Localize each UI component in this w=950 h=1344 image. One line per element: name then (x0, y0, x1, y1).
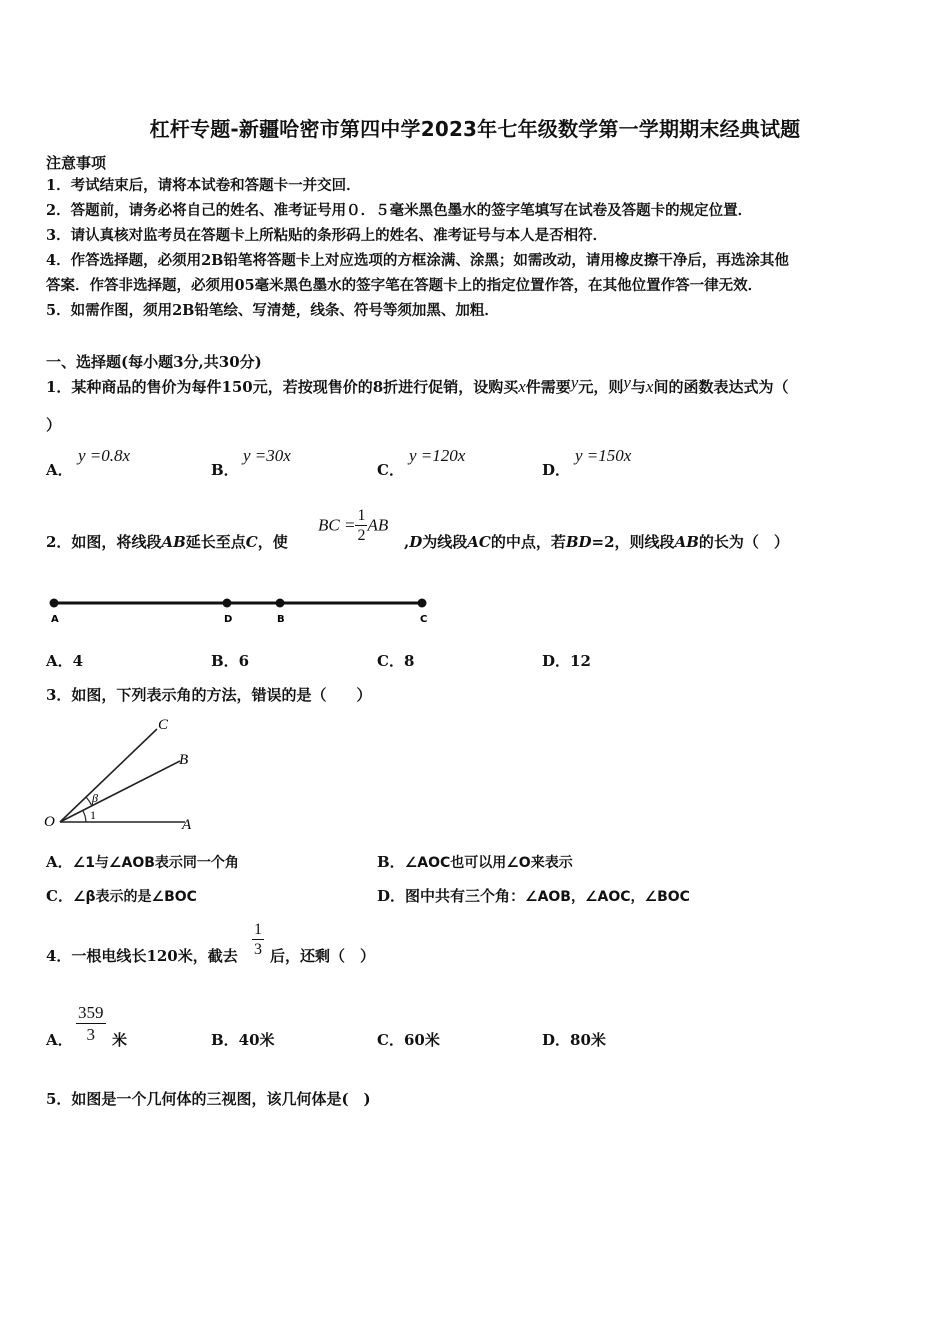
notice-heading: 注意事项 (46, 154, 107, 172)
label-beta: β (92, 791, 98, 805)
label-b: B (277, 614, 285, 625)
question-2: 2．如图，将线段AB延长至点C，使 (46, 533, 288, 551)
notice-item: 2．答题前，请务必将自己的姓名、准考证号用０．５毫米黑色墨水的签字笔填写在试卷及答题卡的规定位置． (46, 202, 753, 219)
q4-option-a-label[interactable]: A． (46, 1031, 73, 1049)
q3-option-b[interactable]: B．∠AOC也可以用∠O来表示 (377, 853, 573, 871)
notice-item: 1．考试结束后，请将本试卷和答题卡一并交回． (46, 177, 361, 194)
notice-item: 答案．作答非选择题，必须用05毫米黑色墨水的签字笔在答题卡上的指定位置作答，在其他位置作答一律无效． (46, 277, 763, 294)
label-c: C (420, 614, 428, 625)
q3-option-c[interactable]: C．∠β表示的是∠BOC (46, 887, 197, 905)
q3-option-a[interactable]: A．∠1与∠AOB表示同一个角 (46, 853, 239, 871)
var-y: y (570, 373, 579, 392)
q1-option-c-math: y =120x (409, 446, 466, 465)
q4-option-b[interactable]: B．40米 (211, 1031, 275, 1049)
q4-option-c[interactable]: C．60米 (377, 1031, 440, 1049)
section-heading: 一、选择题(每小题3分,共30分) (46, 353, 262, 371)
q2-option-d[interactable]: D．12 (542, 652, 591, 670)
notice-item: 3．请认真核对监考员在答题卡上所粘贴的条形码上的姓名、准考证号与本人是否相符． (46, 227, 608, 244)
label-b: B (179, 752, 189, 768)
q1-option-d-label[interactable]: D． (542, 461, 571, 479)
point-c (418, 599, 427, 608)
q4-fraction: $\frac{1}{3}$ (254, 921, 262, 958)
q1-option-d-math: y =150x (575, 446, 632, 465)
label-a: A (51, 614, 59, 625)
point-d (223, 599, 232, 608)
label-one: 1 (90, 808, 96, 822)
q3-option-d[interactable]: D．图中共有三个角：∠AOB，∠AOC，∠BOC (377, 887, 690, 905)
question-4: 4．一根电线长120米，截去 (46, 947, 238, 965)
question-4-cont: 后，还剩（ ） (270, 947, 376, 965)
q1-option-a-label[interactable]: A． (46, 461, 73, 479)
fraction: $\frac{1}{2}$ (357, 507, 366, 544)
segment-figure (40, 590, 440, 632)
q1-option-b-label[interactable]: B． (211, 461, 239, 479)
q1-option-c-label[interactable]: C． (377, 461, 404, 479)
label-o: O (44, 814, 55, 830)
q2-option-c[interactable]: C．8 (377, 652, 415, 670)
label-a: A (182, 817, 192, 833)
notice-item: 5．如需作图，须用2B铅笔绘、写清楚，线条、符号等须加黑、加粗． (46, 302, 499, 319)
q2-option-b[interactable]: B．6 (211, 652, 250, 670)
var-y: y (623, 373, 631, 392)
question-1-close: ） (46, 416, 62, 434)
page-title: 杠杆专题-新疆哈密市第四中学2023年七年级数学第一学期期末经典试题 (149, 117, 801, 141)
point-b (276, 599, 285, 608)
arc-1 (83, 811, 86, 822)
point-a (50, 599, 59, 608)
q4-option-a-unit: 米 (112, 1031, 128, 1049)
var-x: x (645, 377, 654, 396)
q1-option-a-math: y =0.8x (78, 446, 131, 465)
question-2-cont: ,D为线段AC的中点，若BD=2，则线段AB的长为（ ） (404, 533, 789, 551)
var-x: x (518, 377, 526, 396)
question-5: 5．如图是一个几何体的三视图，该几何体是( ) (46, 1090, 371, 1108)
q4-option-a-fraction: $\frac{359}{3}$ (78, 1003, 104, 1044)
label-d: D (224, 614, 233, 625)
q1-option-b-math: y =30x (243, 446, 291, 465)
ray-oc (60, 729, 157, 822)
question-3: 3．如图，下列表示角的方法，错误的是（ ） (46, 686, 372, 704)
ray-ob (60, 761, 180, 822)
question-1: 1．某种商品的售价为每件150元，若按现售价的8折进行促销，设购买x件需要y元，则y与x间的函数表达式为（ (46, 373, 789, 396)
q4-option-d[interactable]: D．80米 (542, 1031, 606, 1049)
label-c: C (158, 717, 169, 733)
notice-item: 4．作答选择题，必须用2B铅笔将答题卡上对应选项的方框涂满、涂黑；如需改动，请用橡皮擦干净后，再选涂其他 (46, 252, 789, 269)
angle-figure (40, 712, 200, 836)
q2-formula: BC = $\frac{1}{2}$ AB (318, 507, 389, 544)
q2-option-a[interactable]: A．4 (46, 652, 84, 670)
